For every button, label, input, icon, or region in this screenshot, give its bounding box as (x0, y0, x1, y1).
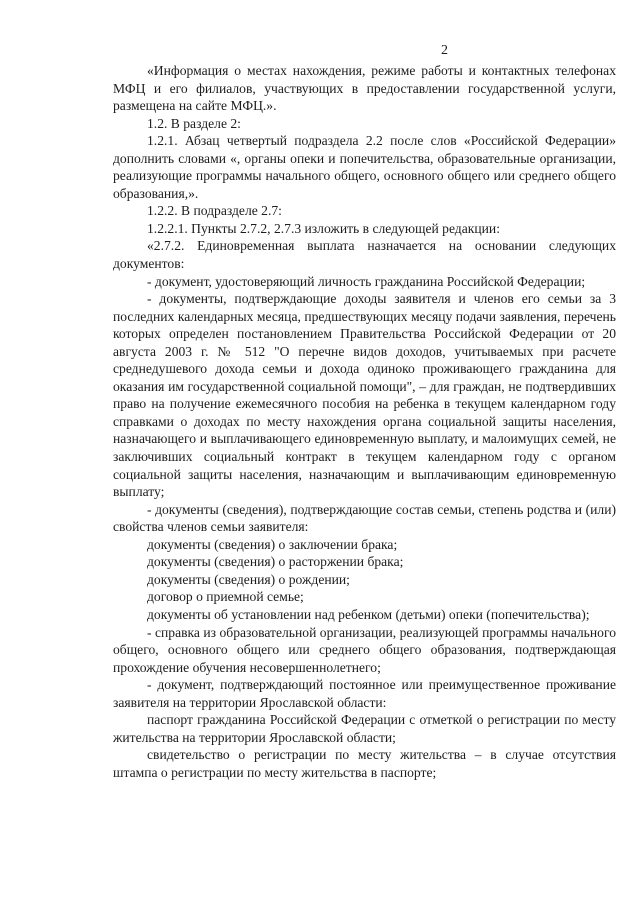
sub-item-registration-certificate: свидетельство о регистрации по месту жительства – в случае отсутствия штампа о регистрации по месту жительства в паспорте; (113, 747, 616, 780)
sub-item-birth: документы (сведения) о рождении; (147, 571, 350, 587)
sub-item-divorce: документы (сведения) о расторжении брака; (147, 554, 404, 570)
sub-item-foster-family: договор о приемной семье; (147, 589, 304, 605)
paragraph-1-2-2-1: 1.2.2.1. Пункты 2.7.2, 2.7.3 изложить в следующей редакции: (147, 220, 500, 236)
sub-item-guardianship: документы об установлении над ребенком (детьми) опеки (попечительства); (147, 606, 590, 622)
paragraph-1-2-1: 1.2.1. Абзац четвертый подраздела 2.2 после слов «Российской Федерации» дополнить словами «, органы опеки и попечительства, образовательные организации, реализующие программы начального общего, основного общего или среднего общего образования,». (113, 133, 616, 201)
list-item-residence-document: - документ, подтверждающий постоянное или преимущественное проживание заявителя на территории Ярославской области: (113, 677, 616, 710)
list-item-school-certificate: - справка из образовательной организации, реализующей программы начального общего, основного общего или среднего общего образования, подтверждающая прохождение обучения несовершеннолетнего; (113, 624, 616, 675)
paragraph-mfc-info: «Информация о местах нахождения, режиме работы и контактных телефонах МФЦ и его филиалов, участвующих в предоставлении государственной услуги, размещена на сайте МФЦ.». (113, 63, 616, 114)
list-item-income-documents: - документы, подтверждающие доходы заявителя и членов его семьи за 3 последних календарных месяца, предшествующих месяцу подачи заявления, перечень которых определен постановлением Правительства Российской Федерации от 20 августа 2003 г. № 512 "О перечне видов доходов, учитываемых при расчете среднедушевого дохода семьи и дохода одиноко проживающего гражданина для оказания им государственной социальной помощи", – для граждан, не подтвердивших право на получение ежемесячного пособия на ребенка в текущем календарном году справками о доходах по месту нахождения органа социальной защиты населения, назначающего и выплачивающего единовременную выплату, и малоимущих семей, не заключивших социальный контракт в текущем календарном году с органом социальной защиты населения, назначающим и выплачивающим единовременную выплату; (113, 291, 616, 500)
page-number: 2 (441, 43, 448, 58)
sub-item-passport: паспорт гражданина Российской Федерации с отметкой о регистрации по месту жительства на территории Ярославской области; (113, 712, 616, 745)
paragraph-2-7-2: «2.7.2. Единовременная выплата назначается на основании следующих документов: (113, 238, 616, 272)
paragraph-section-2: 1.2. В разделе 2: (147, 115, 241, 131)
list-item-identity-document: - документ, удостоверяющий личность гражданина Российской Федерации; (147, 273, 586, 289)
paragraph-1-2-2: 1.2.2. В подразделе 2.7: (147, 203, 282, 219)
sub-item-marriage: документы (сведения) о заключении брака; (147, 536, 398, 552)
list-item-family-composition: - документы (сведения), подтверждающие состав семьи, степень родства и (или) свойства членов семьи заявителя: (113, 501, 616, 535)
